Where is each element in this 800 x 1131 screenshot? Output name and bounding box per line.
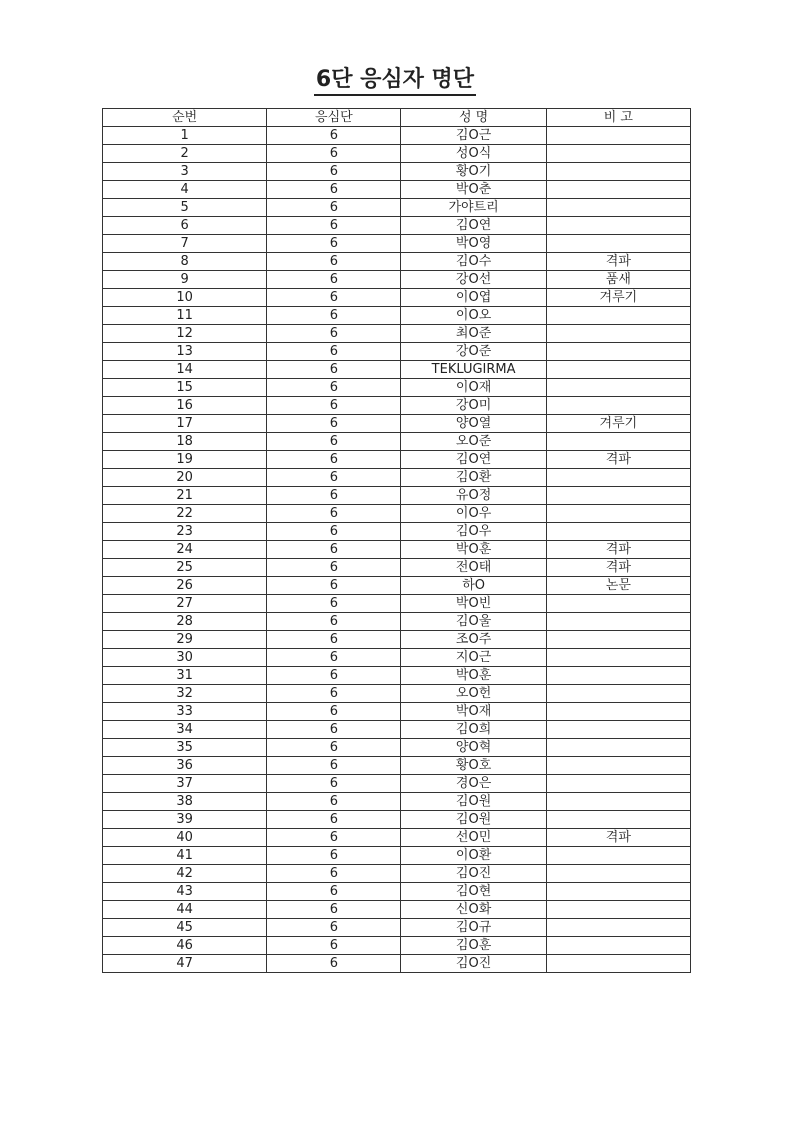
cell-number: 11 — [103, 307, 267, 325]
cell-name: 김O원 — [401, 811, 546, 829]
cell-dan-level: 6 — [267, 793, 401, 811]
table-row — [103, 883, 691, 901]
cell-remarks — [546, 757, 690, 775]
cell-name: 이O환 — [401, 847, 546, 865]
cell-remarks: 격파 — [546, 253, 690, 271]
header-name: 성 명 — [401, 109, 546, 127]
cell-name: 김O현 — [401, 883, 546, 901]
cell-name: 김O희 — [401, 721, 546, 739]
table-row — [103, 307, 691, 325]
cell-name: 김O훈 — [401, 937, 546, 955]
table-row — [103, 217, 691, 235]
cell-number: 7 — [103, 235, 267, 253]
table-row — [103, 811, 691, 829]
table-row — [103, 235, 691, 253]
cell-number: 13 — [103, 343, 267, 361]
cell-dan-level: 6 — [267, 631, 401, 649]
table-row — [103, 649, 691, 667]
cell-name: 김O울 — [401, 613, 546, 631]
cell-dan-level: 6 — [267, 433, 401, 451]
header-remarks: 비 고 — [546, 109, 690, 127]
cell-dan-level: 6 — [267, 253, 401, 271]
cell-remarks: 겨루기 — [546, 289, 690, 307]
cell-dan-level: 6 — [267, 523, 401, 541]
cell-dan-level: 6 — [267, 289, 401, 307]
cell-dan-level: 6 — [267, 595, 401, 613]
cell-number: 27 — [103, 595, 267, 613]
cell-remarks — [546, 901, 690, 919]
cell-remarks — [546, 127, 690, 145]
cell-number: 40 — [103, 829, 267, 847]
cell-dan-level: 6 — [267, 127, 401, 145]
cell-name: 이O오 — [401, 307, 546, 325]
cell-dan-level: 6 — [267, 955, 401, 973]
cell-name: 이O재 — [401, 379, 546, 397]
cell-remarks — [546, 487, 690, 505]
cell-name: 가야트리 — [401, 199, 546, 217]
table-row — [103, 343, 691, 361]
table-row — [103, 721, 691, 739]
cell-remarks — [546, 163, 690, 181]
cell-number: 33 — [103, 703, 267, 721]
cell-dan-level: 6 — [267, 937, 401, 955]
cell-name: 신O화 — [401, 901, 546, 919]
table-row — [103, 703, 691, 721]
cell-dan-level: 6 — [267, 217, 401, 235]
cell-remarks — [546, 865, 690, 883]
cell-dan-level: 6 — [267, 145, 401, 163]
cell-dan-level: 6 — [267, 505, 401, 523]
cell-number: 24 — [103, 541, 267, 559]
cell-remarks — [546, 325, 690, 343]
table-row — [103, 523, 691, 541]
cell-name: 김O원 — [401, 793, 546, 811]
table-row — [103, 901, 691, 919]
cell-dan-level: 6 — [267, 829, 401, 847]
table-row — [103, 415, 691, 433]
table-row — [103, 685, 691, 703]
table-row — [103, 667, 691, 685]
cell-remarks — [546, 739, 690, 757]
cell-remarks — [546, 631, 690, 649]
cell-name: 김O환 — [401, 469, 546, 487]
cell-dan-level: 6 — [267, 487, 401, 505]
cell-name: 경O은 — [401, 775, 546, 793]
table-row — [103, 469, 691, 487]
cell-dan-level: 6 — [267, 847, 401, 865]
cell-remarks: 격파 — [546, 451, 690, 469]
table-row — [103, 145, 691, 163]
cell-dan-level: 6 — [267, 199, 401, 217]
cell-remarks — [546, 775, 690, 793]
table-row — [103, 163, 691, 181]
cell-remarks — [546, 307, 690, 325]
cell-dan-level: 6 — [267, 919, 401, 937]
cell-dan-level: 6 — [267, 721, 401, 739]
cell-dan-level: 6 — [267, 613, 401, 631]
cell-remarks — [546, 793, 690, 811]
cell-remarks — [546, 145, 690, 163]
cell-dan-level: 6 — [267, 271, 401, 289]
cell-dan-level: 6 — [267, 469, 401, 487]
table-row — [103, 613, 691, 631]
table-row — [103, 937, 691, 955]
cell-name: 하O — [401, 577, 546, 595]
cell-number: 46 — [103, 937, 267, 955]
table-row — [103, 559, 691, 577]
cell-remarks — [546, 343, 690, 361]
cell-name: 조O주 — [401, 631, 546, 649]
cell-remarks — [546, 181, 690, 199]
cell-name: 박O재 — [401, 703, 546, 721]
cell-name: 김O연 — [401, 451, 546, 469]
cell-remarks — [546, 469, 690, 487]
cell-number: 25 — [103, 559, 267, 577]
table-row — [103, 919, 691, 937]
cell-dan-level: 6 — [267, 163, 401, 181]
cell-remarks — [546, 433, 690, 451]
table-row — [103, 595, 691, 613]
cell-number: 12 — [103, 325, 267, 343]
cell-name: 박O춘 — [401, 181, 546, 199]
cell-dan-level: 6 — [267, 343, 401, 361]
cell-remarks — [546, 649, 690, 667]
table-row — [103, 865, 691, 883]
header-dan-level: 응심단 — [267, 109, 401, 127]
cell-dan-level: 6 — [267, 577, 401, 595]
cell-name: 박O훈 — [401, 541, 546, 559]
cell-name: 강O미 — [401, 397, 546, 415]
cell-remarks — [546, 199, 690, 217]
cell-number: 5 — [103, 199, 267, 217]
cell-name: 성O식 — [401, 145, 546, 163]
cell-number: 14 — [103, 361, 267, 379]
cell-name: 양O열 — [401, 415, 546, 433]
cell-remarks — [546, 523, 690, 541]
cell-remarks — [546, 685, 690, 703]
cell-dan-level: 6 — [267, 235, 401, 253]
cell-name: 김O진 — [401, 865, 546, 883]
cell-dan-level: 6 — [267, 379, 401, 397]
cell-name: 유O정 — [401, 487, 546, 505]
cell-name: 김O수 — [401, 253, 546, 271]
cell-dan-level: 6 — [267, 451, 401, 469]
cell-dan-level: 6 — [267, 739, 401, 757]
header-number: 순번 — [103, 109, 267, 127]
cell-remarks: 품새 — [546, 271, 690, 289]
cell-name: 지O근 — [401, 649, 546, 667]
cell-remarks — [546, 379, 690, 397]
cell-number: 41 — [103, 847, 267, 865]
cell-name: 김O우 — [401, 523, 546, 541]
cell-dan-level: 6 — [267, 757, 401, 775]
cell-name: 박O빈 — [401, 595, 546, 613]
cell-number: 42 — [103, 865, 267, 883]
table-row — [103, 739, 691, 757]
cell-remarks — [546, 667, 690, 685]
cell-dan-level: 6 — [267, 361, 401, 379]
cell-dan-level: 6 — [267, 811, 401, 829]
cell-remarks — [546, 721, 690, 739]
table-row — [103, 127, 691, 145]
cell-number: 18 — [103, 433, 267, 451]
cell-name: 오O준 — [401, 433, 546, 451]
cell-remarks — [546, 595, 690, 613]
table-row — [103, 757, 691, 775]
cell-dan-level: 6 — [267, 667, 401, 685]
cell-number: 17 — [103, 415, 267, 433]
cell-number: 6 — [103, 217, 267, 235]
cell-remarks — [546, 847, 690, 865]
cell-name: 선O민 — [401, 829, 546, 847]
cell-number: 3 — [103, 163, 267, 181]
cell-name: 김O근 — [401, 127, 546, 145]
cell-dan-level: 6 — [267, 307, 401, 325]
cell-dan-level: 6 — [267, 541, 401, 559]
cell-dan-level: 6 — [267, 181, 401, 199]
table-row — [103, 505, 691, 523]
page-title — [0, 62, 790, 96]
cell-dan-level: 6 — [267, 397, 401, 415]
cell-dan-level: 6 — [267, 325, 401, 343]
cell-number: 20 — [103, 469, 267, 487]
cell-number: 47 — [103, 955, 267, 973]
cell-number: 32 — [103, 685, 267, 703]
cell-remarks — [546, 217, 690, 235]
page-title-text: 6단 응심자 명단 — [314, 62, 476, 96]
cell-number: 8 — [103, 253, 267, 271]
cell-dan-level: 6 — [267, 883, 401, 901]
cell-dan-level: 6 — [267, 415, 401, 433]
table-row — [103, 271, 691, 289]
cell-number: 26 — [103, 577, 267, 595]
cell-name: 전O태 — [401, 559, 546, 577]
cell-number: 21 — [103, 487, 267, 505]
cell-number: 36 — [103, 757, 267, 775]
cell-number: 39 — [103, 811, 267, 829]
cell-remarks — [546, 361, 690, 379]
cell-remarks: 겨루기 — [546, 415, 690, 433]
cell-remarks: 논문 — [546, 577, 690, 595]
table-row — [103, 181, 691, 199]
cell-remarks — [546, 937, 690, 955]
cell-remarks — [546, 397, 690, 415]
cell-number: 44 — [103, 901, 267, 919]
applicant-table — [102, 108, 691, 973]
cell-number: 1 — [103, 127, 267, 145]
table-row — [103, 847, 691, 865]
table-row — [103, 325, 691, 343]
cell-number: 9 — [103, 271, 267, 289]
cell-name: 황O호 — [401, 757, 546, 775]
cell-number: 2 — [103, 145, 267, 163]
cell-remarks — [546, 955, 690, 973]
cell-remarks — [546, 703, 690, 721]
cell-number: 16 — [103, 397, 267, 415]
cell-name: 김O연 — [401, 217, 546, 235]
cell-number: 19 — [103, 451, 267, 469]
cell-number: 23 — [103, 523, 267, 541]
table-row — [103, 361, 691, 379]
cell-name: 황O기 — [401, 163, 546, 181]
cell-dan-level: 6 — [267, 703, 401, 721]
cell-name: 이O엽 — [401, 289, 546, 307]
cell-number: 38 — [103, 793, 267, 811]
cell-remarks — [546, 811, 690, 829]
cell-dan-level: 6 — [267, 685, 401, 703]
cell-name: 강O선 — [401, 271, 546, 289]
cell-number: 29 — [103, 631, 267, 649]
cell-name: 최O준 — [401, 325, 546, 343]
table-row — [103, 955, 691, 973]
table-row — [103, 829, 691, 847]
table-header-row — [103, 109, 691, 127]
cell-number: 31 — [103, 667, 267, 685]
table-row — [103, 379, 691, 397]
cell-number: 43 — [103, 883, 267, 901]
cell-number: 34 — [103, 721, 267, 739]
table-row — [103, 397, 691, 415]
cell-number: 10 — [103, 289, 267, 307]
table-row — [103, 541, 691, 559]
cell-remarks: 격파 — [546, 829, 690, 847]
cell-name: 강O준 — [401, 343, 546, 361]
table-row — [103, 451, 691, 469]
cell-dan-level: 6 — [267, 775, 401, 793]
cell-remarks — [546, 235, 690, 253]
table-row — [103, 289, 691, 307]
cell-remarks: 격파 — [546, 541, 690, 559]
cell-number: 30 — [103, 649, 267, 667]
cell-number: 15 — [103, 379, 267, 397]
table-row — [103, 577, 691, 595]
cell-number: 45 — [103, 919, 267, 937]
cell-name: TEKLUGIRMA — [401, 361, 546, 379]
cell-dan-level: 6 — [267, 559, 401, 577]
table-row — [103, 793, 691, 811]
cell-number: 28 — [103, 613, 267, 631]
cell-remarks — [546, 505, 690, 523]
cell-number: 4 — [103, 181, 267, 199]
table-row — [103, 199, 691, 217]
table-row — [103, 487, 691, 505]
cell-dan-level: 6 — [267, 865, 401, 883]
table-row — [103, 253, 691, 271]
cell-remarks — [546, 919, 690, 937]
table-row — [103, 775, 691, 793]
table-body — [103, 127, 691, 973]
cell-number: 22 — [103, 505, 267, 523]
cell-name: 박O훈 — [401, 667, 546, 685]
cell-name: 박O영 — [401, 235, 546, 253]
cell-name: 김O진 — [401, 955, 546, 973]
cell-number: 35 — [103, 739, 267, 757]
cell-name: 양O혁 — [401, 739, 546, 757]
cell-remarks — [546, 613, 690, 631]
cell-number: 37 — [103, 775, 267, 793]
cell-dan-level: 6 — [267, 901, 401, 919]
table-row — [103, 631, 691, 649]
cell-name: 김O규 — [401, 919, 546, 937]
table-row — [103, 433, 691, 451]
cell-remarks: 격파 — [546, 559, 690, 577]
cell-name: 오O헌 — [401, 685, 546, 703]
cell-name: 이O우 — [401, 505, 546, 523]
cell-dan-level: 6 — [267, 649, 401, 667]
cell-remarks — [546, 883, 690, 901]
